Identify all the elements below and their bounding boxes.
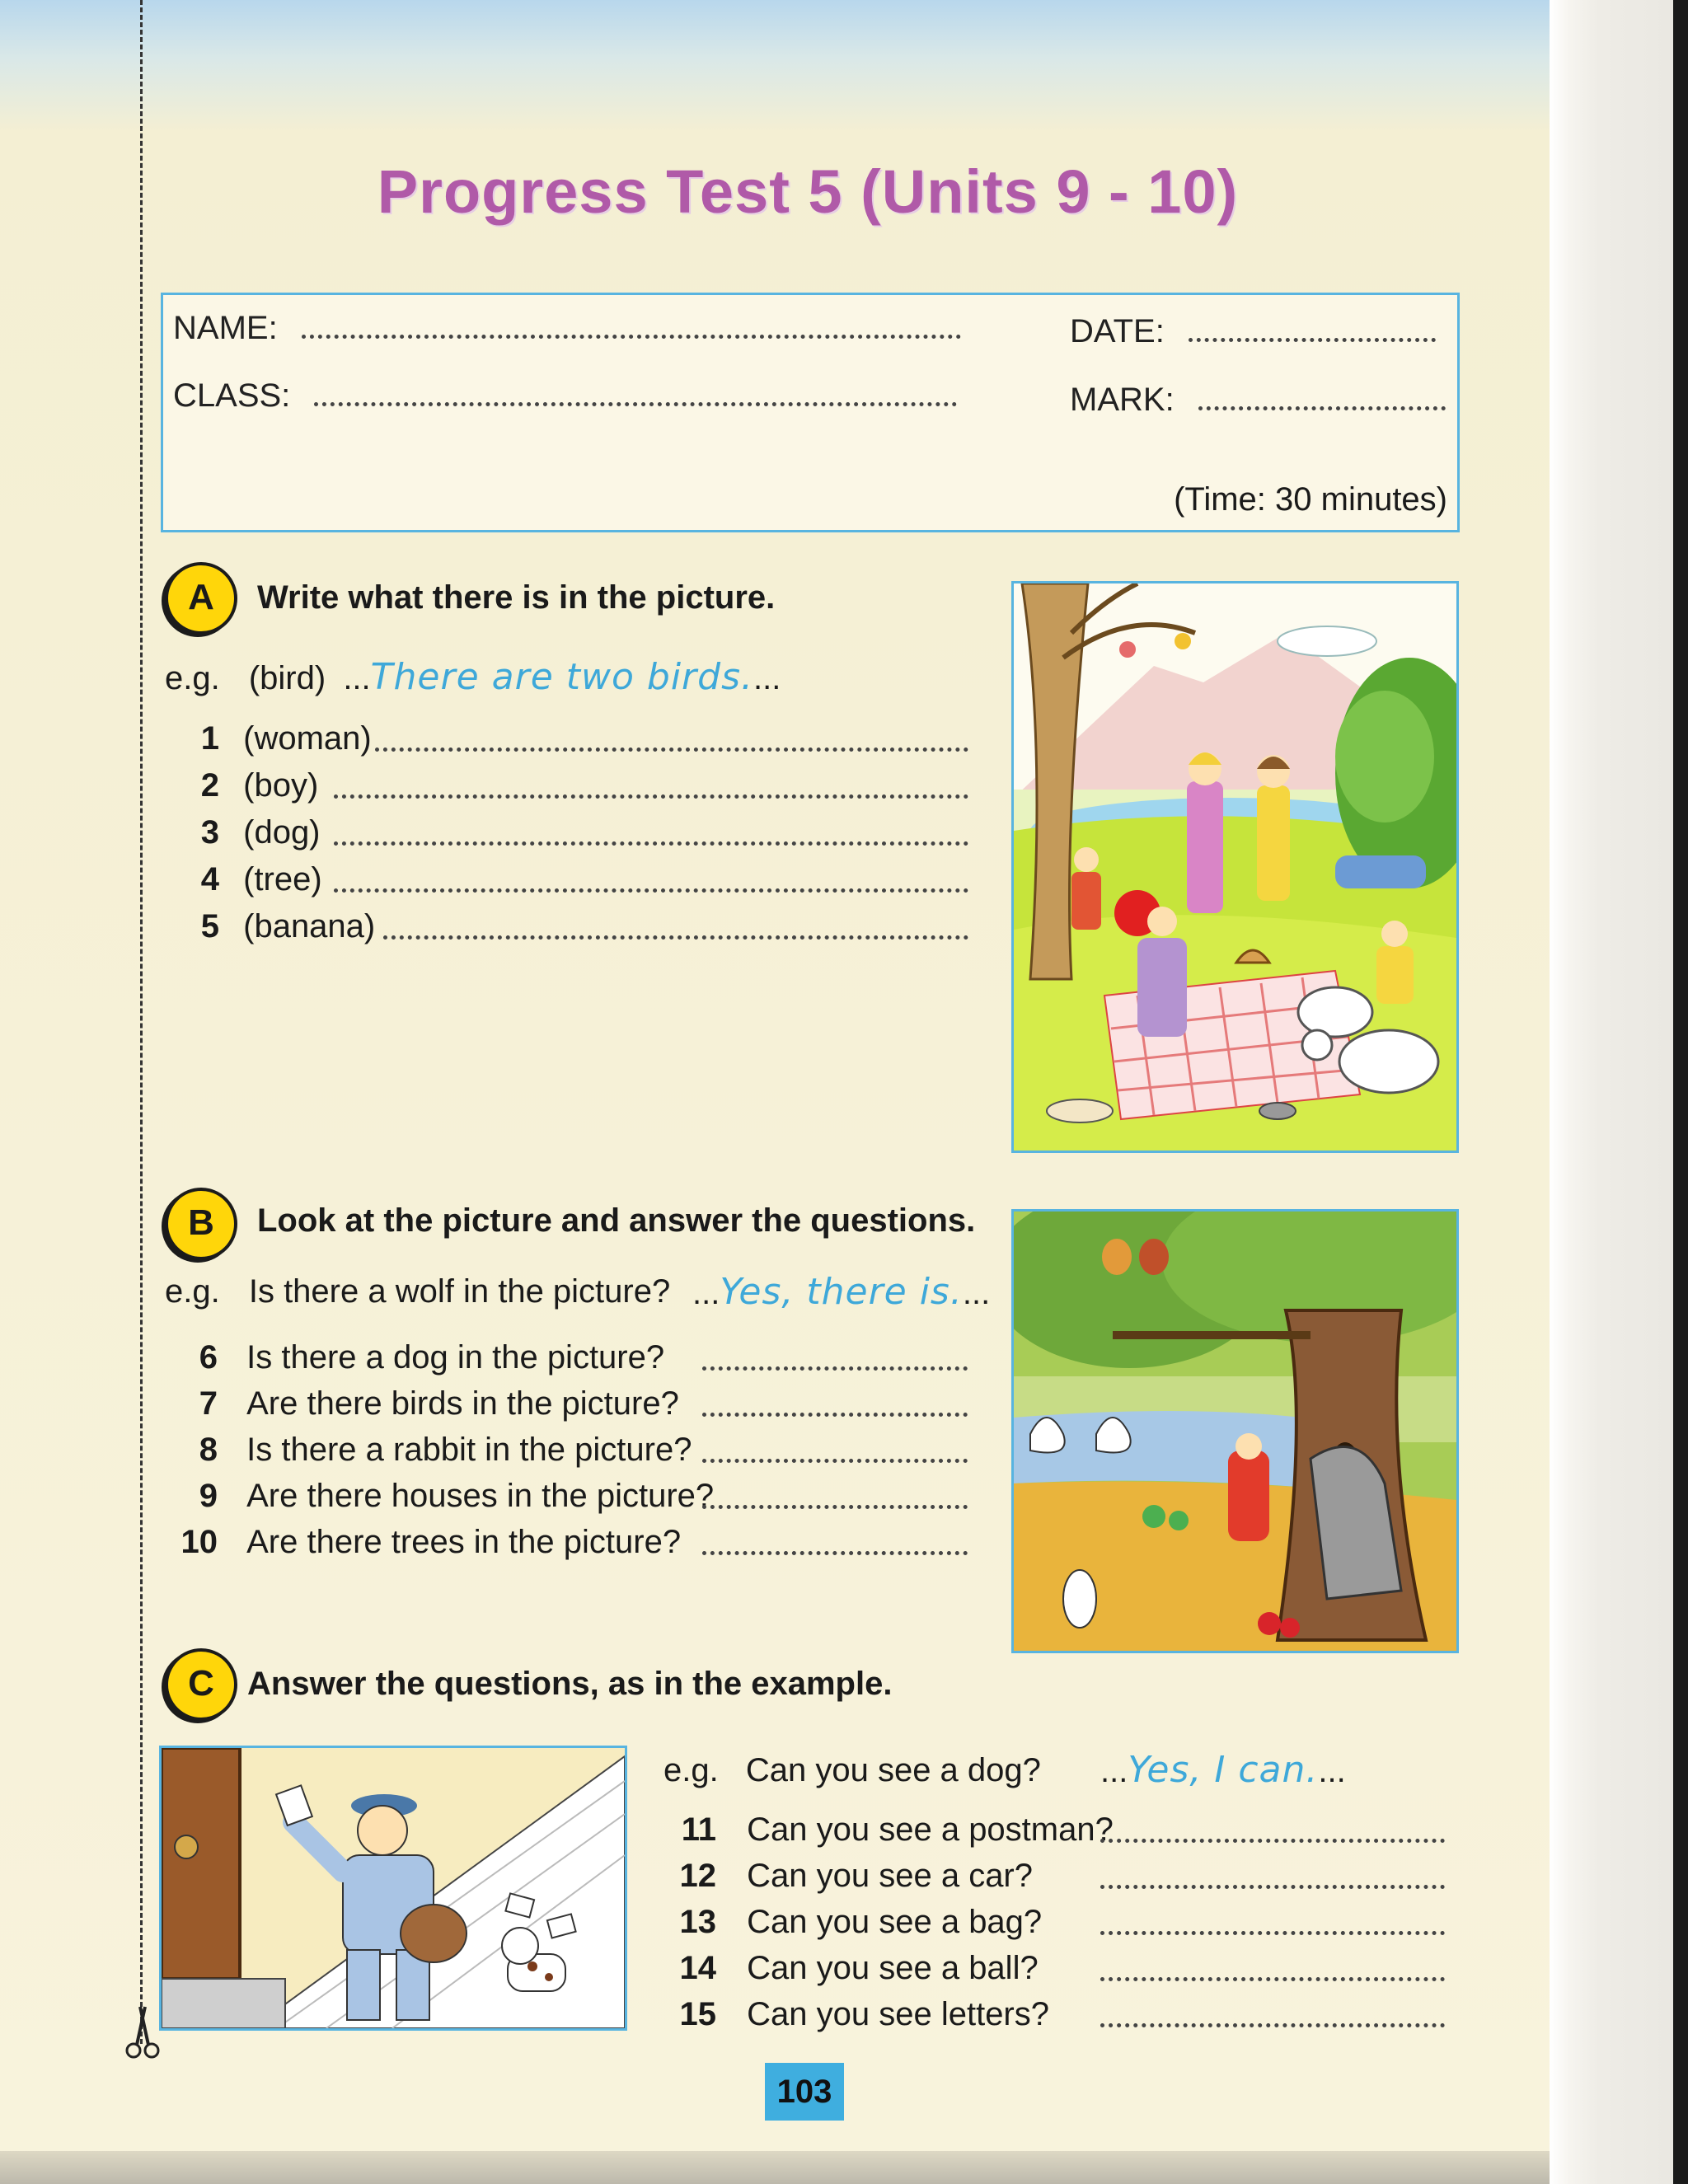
answer-line[interactable]: [1100, 1931, 1445, 1935]
section-c-example: e.g. Can you see a dog?: [663, 1752, 1041, 1788]
student-info-box: [161, 293, 1460, 532]
class-row: [173, 377, 957, 415]
section-a-instruction: Write what there is in the picture.: [257, 579, 776, 616]
question-item: 4 (tree): [200, 861, 322, 898]
answer-line[interactable]: [1100, 1885, 1445, 1889]
question-item: 13 Can you see a bag?: [679, 1904, 1043, 1940]
section-a-badge: A: [165, 562, 237, 635]
time-note: (Time: 30 minutes): [1174, 481, 1447, 518]
answer-line[interactable]: [375, 748, 968, 752]
example-label: e.g.: [165, 660, 220, 696]
date-row: [1070, 313, 1436, 350]
postman-illustration: [159, 1746, 627, 2031]
book-bottom-edge: [0, 2151, 1550, 2184]
section-b-badge: B: [165, 1188, 237, 1260]
question-item: 14 Can you see a ball?: [679, 1950, 1039, 1986]
page-title: Progress Test 5 (Units 9 - 10): [377, 157, 1239, 226]
answer-line[interactable]: [383, 935, 968, 940]
answer-line[interactable]: [702, 1366, 968, 1371]
forest-illustration: [1011, 1209, 1459, 1653]
answer-line[interactable]: [702, 1413, 968, 1417]
mark-field[interactable]: [1198, 398, 1446, 410]
question-item: 1 (woman): [200, 720, 372, 757]
book-page-edge: [1550, 0, 1688, 2184]
answer-line[interactable]: [702, 1551, 968, 1555]
question-item: 6 Is there a dog in the picture?: [199, 1339, 665, 1376]
example-answer: There are two birds.: [370, 656, 753, 698]
section-c-example-answer: ...Yes, I can....: [1100, 1749, 1346, 1791]
section-b-instruction: Look at the picture and answer the questions.: [257, 1202, 976, 1239]
name-row: [173, 310, 961, 347]
cut-line: [140, 0, 143, 2044]
answer-line[interactable]: [1100, 1839, 1445, 1843]
picnic-scene-image: [1014, 583, 1456, 1151]
mark-row: [1070, 382, 1446, 419]
section-c-instruction: Answer the questions, as in the example.: [247, 1666, 893, 1702]
mark-label: MARK:: [1070, 382, 1175, 418]
question-item: 15 Can you see letters?: [679, 1996, 1049, 2032]
question-item: 8 Is there a rabbit in the picture?: [199, 1432, 692, 1468]
page-number: 103: [765, 2063, 844, 2121]
name-field[interactable]: [302, 326, 961, 339]
answer-line[interactable]: [334, 888, 968, 893]
question-item: 7 Are there birds in the picture?: [199, 1385, 679, 1422]
date-label: DATE:: [1070, 313, 1165, 349]
question-item: 12 Can you see a car?: [679, 1858, 1033, 1894]
forest-scene-image: [1014, 1212, 1456, 1651]
section-b-example-answer: ...Yes, there is....: [692, 1271, 991, 1313]
answer-line[interactable]: [334, 794, 968, 799]
answer-line[interactable]: [1100, 1977, 1445, 1981]
scissors-icon: [122, 2003, 163, 2060]
picnic-illustration: [1011, 581, 1459, 1153]
date-field[interactable]: [1189, 330, 1436, 342]
section-a-example: e.g. (bird) ...There are two birds....: [165, 656, 781, 698]
class-field[interactable]: [314, 394, 957, 406]
section-c-badge: C: [165, 1648, 237, 1721]
answer-line[interactable]: [334, 841, 968, 846]
question-item: 2 (boy): [200, 767, 319, 804]
section-b-example: e.g. Is there a wolf in the picture?: [165, 1273, 671, 1310]
class-label: CLASS:: [173, 377, 291, 414]
postman-scene-image: [162, 1748, 625, 2028]
name-label: NAME:: [173, 310, 278, 346]
question-item: 10 Are there trees in the picture?: [181, 1524, 682, 1560]
question-item: 3 (dog): [200, 814, 321, 851]
answer-line[interactable]: [702, 1505, 968, 1509]
example-prompt: (bird): [248, 660, 326, 696]
answer-line[interactable]: [702, 1459, 968, 1463]
answer-line[interactable]: [1100, 2023, 1445, 2027]
question-item: 9 Are there houses in the picture?: [199, 1478, 715, 1514]
question-item: 5 (banana): [200, 908, 376, 944]
question-item: 11 Can you see a postman?: [681, 1811, 1114, 1848]
